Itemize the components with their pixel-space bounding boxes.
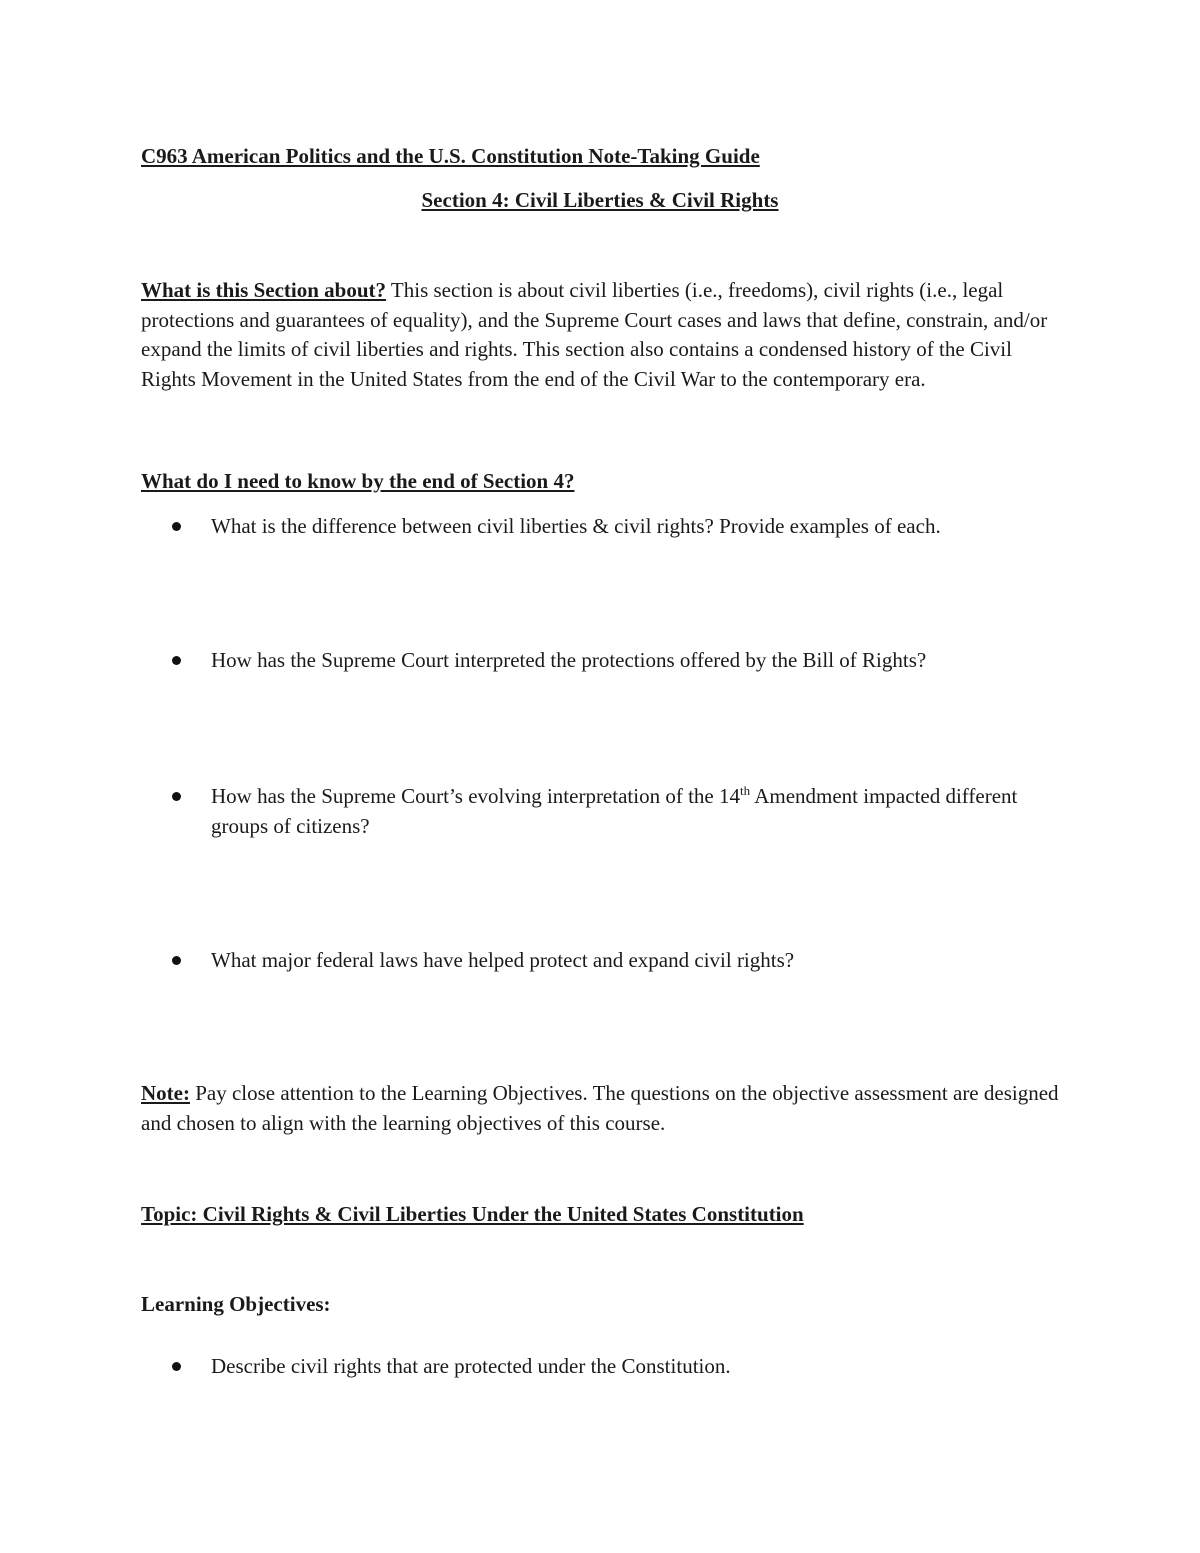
section-title: Section 4: Civil Liberties & Civil Rights: [421, 188, 779, 212]
about-paragraph: [141, 276, 1061, 394]
need-to-know-heading: What do I need to know by the end of Section 4?: [141, 469, 575, 493]
question-text-start: How has the Supreme Court’s evolving interpretation of the 14: [211, 784, 740, 808]
bullet-icon: [172, 1362, 181, 1371]
topic-heading: Topic: Civil Rights & Civil Liberties Under the United States Constitution: [141, 1202, 804, 1226]
bullet-icon: [172, 656, 181, 665]
question-text: [211, 781, 1051, 841]
bullet-icon: [172, 522, 181, 531]
about-label: What is this Section about?: [141, 278, 387, 302]
note-paragraph: [141, 1079, 1061, 1138]
ordinal-suffix: th: [739, 783, 751, 798]
bullet-icon: [172, 956, 181, 965]
note-text: Pay close attention to the Learning Objectives. The questions on the objective assessment are designed and chosen to align with the learning objectives of this course.: [141, 1081, 1059, 1135]
about-text: This section is about civil liberties (i.e., freedoms), civil rights (i.e., legal protections and guarantees of equality), and the Supreme Court cases and laws that define, constrain, and/or expand the limits of civil liberties and rights. This section also contains a condensed history of the Civil Rights Movement in the United States from the end of the Civil War to the contemporary era.: [141, 278, 1048, 391]
question-text: What major federal laws have helped protect and expand civil rights?: [211, 948, 795, 972]
note-label: Note:: [141, 1081, 190, 1105]
question-text: How has the Supreme Court interpreted the protections offered by the Bill of Rights?: [211, 648, 927, 672]
bullet-icon: [172, 792, 181, 801]
document-title: C963 American Politics and the U.S. Constitution Note-Taking Guide: [141, 144, 760, 168]
question-text: What is the difference between civil liberties & civil rights? Provide examples of each.: [211, 514, 941, 538]
question-text-end: Amendment impacted different groups of citizens?: [211, 784, 1018, 838]
learning-objectives-heading: Learning Objectives:: [141, 1292, 331, 1316]
objective-text: Describe civil rights that are protected under the Constitution.: [211, 1354, 731, 1378]
